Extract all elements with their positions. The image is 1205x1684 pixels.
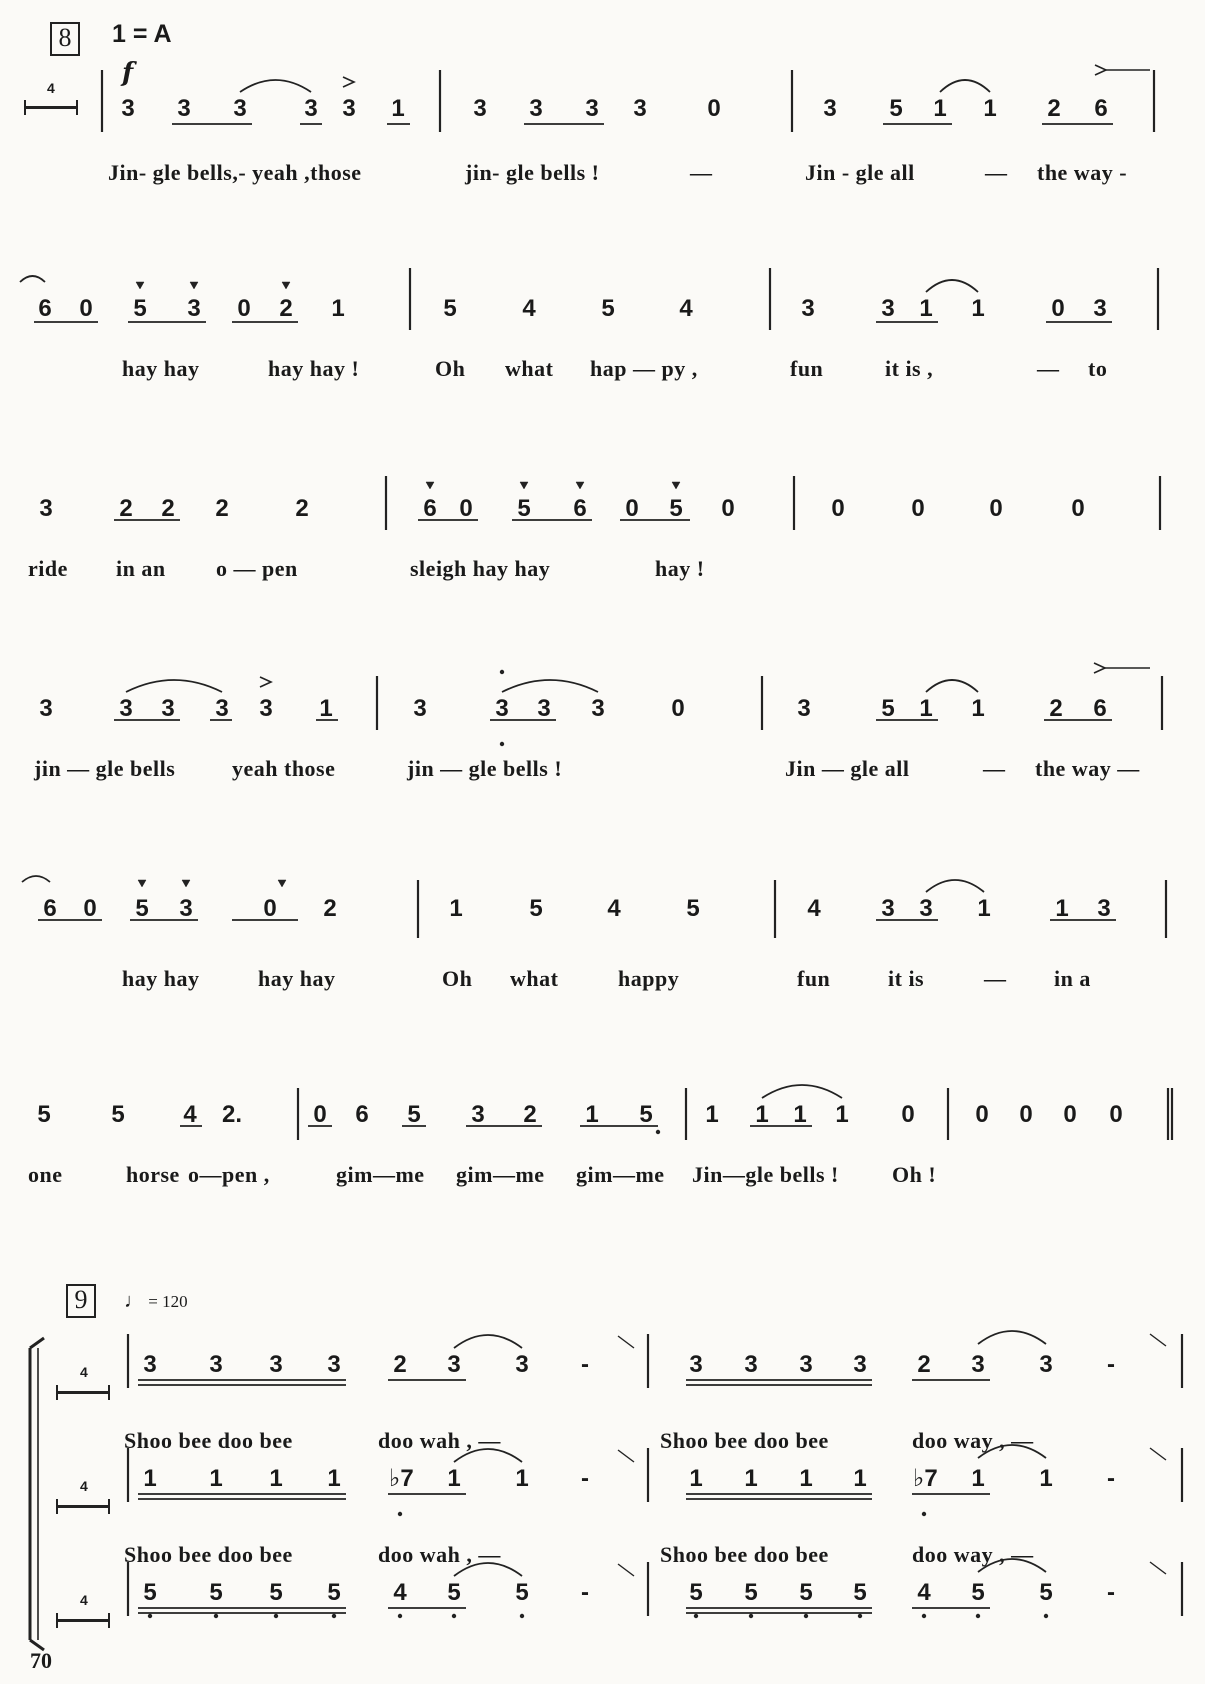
note: 0 (831, 495, 845, 522)
quarter-note-icon: ♩ (124, 1290, 144, 1312)
lyric-segment: fun (790, 356, 824, 381)
note: 1 (319, 695, 333, 722)
note: 3 (1093, 295, 1107, 322)
lyric-segment: the way - (1037, 160, 1128, 185)
note: 3 (881, 895, 895, 922)
note: 1 (327, 1465, 341, 1492)
note: 6 (1094, 95, 1108, 122)
slur (502, 680, 598, 692)
note: 1 (744, 1465, 758, 1492)
staccato-mark (138, 880, 146, 887)
note: 3 (537, 695, 551, 722)
lyric-segment: happy (618, 966, 680, 991)
note: 5 (1039, 1579, 1053, 1606)
note: 6 (423, 495, 437, 522)
note: 3 (413, 695, 427, 722)
lyric-segment: fun (797, 966, 831, 991)
note: 0 (625, 495, 639, 522)
octave-dot (398, 1512, 402, 1516)
note: 4 (522, 295, 536, 322)
note: 3 (823, 95, 837, 122)
note: 2 (279, 295, 293, 322)
note: 4 (183, 1101, 197, 1128)
lyric-segment: to (1088, 356, 1108, 381)
note: 5 (853, 1579, 867, 1606)
note: 4 (393, 1579, 407, 1606)
lyric-segment: Oh (442, 966, 473, 991)
staccato-mark (182, 880, 190, 887)
lyric-segment: hay ! (655, 556, 705, 581)
time-signature-line (56, 1391, 110, 1394)
note: 3 (259, 695, 273, 722)
note: 2 (393, 1351, 407, 1378)
note: 3 (39, 695, 53, 722)
note: 0 (1071, 495, 1085, 522)
note: 2 (523, 1101, 537, 1128)
note: 2 (323, 895, 337, 922)
note: 1 (919, 295, 933, 322)
note: 3 (177, 95, 191, 122)
note: 1 (977, 895, 991, 922)
note: 0 (83, 895, 97, 922)
note: 2 (917, 1351, 931, 1378)
slur (126, 680, 222, 692)
time-signature-9a: 4 (80, 1364, 88, 1380)
lyric-segment: Jin - gle all (805, 160, 915, 185)
note: - (581, 1351, 589, 1378)
note: 5 (639, 1101, 653, 1128)
note: 2. (221, 1101, 242, 1128)
time-signature-9c: 4 (80, 1592, 88, 1608)
staccato-mark (520, 482, 528, 489)
lyric-segment: — (690, 160, 713, 185)
octave-dot (274, 1614, 278, 1618)
note: 5 (407, 1101, 421, 1128)
note: 0 (313, 1101, 327, 1128)
note: 3 (187, 295, 201, 322)
note: 3 (233, 95, 247, 122)
note: 0 (671, 695, 685, 722)
lyric-segment: gim—me (576, 1162, 665, 1187)
note: 5 (686, 895, 700, 922)
note: 3 (209, 1351, 223, 1378)
note: 5 (971, 1579, 985, 1606)
note: 3 (121, 95, 135, 122)
lyric-segment: in a (1054, 966, 1091, 991)
tempo-value: = 120 (148, 1292, 188, 1311)
lyric-segment: what (505, 356, 554, 381)
note: 3 (744, 1351, 758, 1378)
octave-dot (922, 1512, 926, 1516)
note: 3 (1039, 1351, 1053, 1378)
note: 4 (607, 895, 621, 922)
note: 5 (515, 1579, 529, 1606)
note: 5 (744, 1579, 758, 1606)
lyric-segment: doo way , — (912, 1428, 1034, 1453)
lyric-segment: — (1037, 356, 1060, 381)
note: 3 (447, 1351, 461, 1378)
slur (978, 1331, 1046, 1344)
lyric-segment: Shoo bee doo bee (660, 1428, 829, 1453)
time-signature-line (56, 1505, 110, 1508)
note: 0 (1051, 295, 1065, 322)
note: 5 (799, 1579, 813, 1606)
lyric-segment: hay hay (122, 966, 200, 991)
note: 5 (143, 1579, 157, 1606)
note: 1 (515, 1465, 529, 1492)
octave-dot (858, 1614, 862, 1618)
note: 5 (889, 95, 903, 122)
glissando-mark (618, 1564, 634, 1576)
slur (926, 680, 978, 692)
slur (926, 880, 984, 892)
note: 5 (881, 695, 895, 722)
slur (20, 276, 45, 282)
note: - (581, 1579, 589, 1606)
note: 3 (471, 1101, 485, 1128)
note: 6 (43, 895, 57, 922)
note: 1 (391, 95, 405, 122)
note: - (1107, 1579, 1115, 1606)
note: 1 (799, 1465, 813, 1492)
note: 6 (573, 495, 587, 522)
glissando-mark (618, 1450, 634, 1462)
lyric-segment: Shoo bee doo bee (124, 1428, 293, 1453)
note: 3 (515, 1351, 529, 1378)
lyric-segment: ride (28, 556, 68, 581)
note: 3 (342, 95, 356, 122)
note: 3 (801, 295, 815, 322)
dynamic-marking: f (122, 58, 134, 88)
note: 5 (529, 895, 543, 922)
note: 3 (495, 695, 509, 722)
staccato-mark (278, 880, 286, 887)
note: 2 (1047, 95, 1061, 122)
accent-mark (1094, 663, 1105, 673)
note: 4 (679, 295, 693, 322)
note: 1 (331, 295, 345, 322)
note: 1 (971, 295, 985, 322)
note: 1 (1039, 1465, 1053, 1492)
lyric-segment: hay hay (122, 356, 200, 381)
octave-dot (214, 1614, 218, 1618)
note: ♭7 (389, 1465, 414, 1492)
octave-dot (922, 1614, 926, 1618)
note: ♭7 (913, 1465, 938, 1492)
note: 3 (799, 1351, 813, 1378)
note: 3 (269, 1351, 283, 1378)
lyric-segment: horse (126, 1162, 180, 1187)
note: 1 (983, 95, 997, 122)
note: 3 (143, 1351, 157, 1378)
note: 4 (917, 1579, 931, 1606)
note: 5 (669, 495, 683, 522)
note: 3 (797, 695, 811, 722)
lyric-segment: Oh (435, 356, 466, 381)
note: 5 (133, 295, 147, 322)
slur (978, 1445, 1046, 1458)
note: 1 (971, 1465, 985, 1492)
octave-dot (520, 1614, 524, 1618)
octave-dot (804, 1614, 808, 1618)
octave-dot (500, 742, 504, 746)
lyric-segment: doo wah , — (378, 1428, 501, 1453)
note: 6 (1093, 695, 1107, 722)
note: 1 (755, 1101, 769, 1128)
lyric-segment: in an (116, 556, 166, 581)
lyric-segment: o — pen (216, 556, 298, 581)
note: 0 (707, 95, 721, 122)
note: 0 (79, 295, 93, 322)
note: 5 (517, 495, 531, 522)
staccato-mark (576, 482, 584, 489)
note: 5 (135, 895, 149, 922)
note: 3 (161, 695, 175, 722)
note: 5 (269, 1579, 283, 1606)
system-bracket (30, 1640, 44, 1650)
note: 3 (529, 95, 543, 122)
lyric-segment: hap — py , (590, 356, 698, 381)
lyric-segment: hay hay (258, 966, 336, 991)
lyric-segment: — (983, 756, 1006, 781)
key-signature: 1 = A (112, 20, 172, 48)
lyric-segment: — (984, 966, 1007, 991)
lyric-segment: gim—me (336, 1162, 425, 1187)
staccato-mark (672, 482, 680, 489)
lyric-segment: Oh ! (892, 1162, 937, 1187)
lyric-segment: yeah those (232, 756, 336, 781)
lyric-segment: gim—me (456, 1162, 545, 1187)
note: 6 (355, 1101, 369, 1128)
slur (454, 1335, 522, 1348)
lyric-segment: it is , (885, 356, 934, 381)
slur (454, 1563, 522, 1576)
note: 0 (911, 495, 925, 522)
rehearsal-mark-8: 8 (50, 22, 80, 56)
lyric-segment: Shoo bee doo bee (660, 1542, 829, 1567)
note: - (581, 1465, 589, 1492)
note: 3 (881, 295, 895, 322)
lyric-segment: it is (888, 966, 925, 991)
staccato-mark (282, 282, 290, 289)
lyric-segment: — (985, 160, 1008, 185)
time-signature-9b: 4 (80, 1478, 88, 1494)
accent-mark (343, 77, 354, 87)
note: 6 (38, 295, 52, 322)
staccato-mark (426, 482, 434, 489)
note: 1 (835, 1101, 849, 1128)
slur (454, 1449, 522, 1462)
slur (22, 876, 50, 882)
glissando-mark (1150, 1448, 1166, 1460)
lyric-segment: Shoo bee doo bee (124, 1542, 293, 1567)
rehearsal-mark-9: 9 (66, 1284, 96, 1318)
note: 1 (793, 1101, 807, 1128)
octave-dot (694, 1614, 698, 1618)
glissando-mark (1150, 1562, 1166, 1574)
note: 1 (1055, 895, 1069, 922)
note: 5 (37, 1101, 51, 1128)
slur (240, 80, 311, 92)
note: 1 (585, 1101, 599, 1128)
note: 0 (459, 495, 473, 522)
octave-dot (656, 1130, 660, 1134)
note: 1 (933, 95, 947, 122)
octave-dot (452, 1614, 456, 1618)
note: 3 (591, 695, 605, 722)
lyric-segment: Jin—gle bells ! (692, 1162, 839, 1187)
note: 5 (689, 1579, 703, 1606)
note: 3 (473, 95, 487, 122)
octave-dot (1044, 1614, 1048, 1618)
note: 0 (263, 895, 277, 922)
note: 2 (119, 495, 133, 522)
note: 5 (601, 295, 615, 322)
note: 3 (689, 1351, 703, 1378)
page-number: 70 (30, 1648, 52, 1673)
lyric-segment: what (510, 966, 559, 991)
lyric-segment: Jin- gle bells,- yeah ,those (108, 160, 362, 185)
note: 2 (295, 495, 309, 522)
note: 1 (209, 1465, 223, 1492)
note: - (1107, 1351, 1115, 1378)
note: 1 (447, 1465, 461, 1492)
slur (926, 280, 978, 292)
note: 3 (327, 1351, 341, 1378)
note: 1 (143, 1465, 157, 1492)
accent-mark (260, 677, 271, 687)
note: 3 (853, 1351, 867, 1378)
note: 5 (209, 1579, 223, 1606)
note: 2 (1049, 695, 1063, 722)
note: 0 (721, 495, 735, 522)
staccato-mark (190, 282, 198, 289)
lyric-segment: the way — (1035, 756, 1140, 781)
time-signature-8: 4 (47, 80, 55, 96)
note: 2 (161, 495, 175, 522)
note: 3 (633, 95, 647, 122)
note: 1 (689, 1465, 703, 1492)
octave-dot (500, 670, 504, 674)
note: 5 (443, 295, 457, 322)
note: 0 (989, 495, 1003, 522)
note: 1 (449, 895, 463, 922)
octave-dot (398, 1614, 402, 1618)
note: 3 (1097, 895, 1111, 922)
lyric-segment: doo way , — (912, 1542, 1034, 1567)
note: 2 (215, 495, 229, 522)
note: 3 (585, 95, 599, 122)
note: 5 (327, 1579, 341, 1606)
lyric-segment: jin — gle bells ! (407, 756, 563, 781)
time-signature-line (56, 1619, 110, 1622)
glissando-mark (618, 1336, 634, 1348)
note: 4 (807, 895, 821, 922)
note: 3 (39, 495, 53, 522)
lyric-segment: jin- gle bells ! (465, 160, 600, 185)
note: 1 (971, 695, 985, 722)
note: 3 (215, 695, 229, 722)
note: 0 (1109, 1101, 1123, 1128)
lyric-segment: jin — gle bells (34, 756, 176, 781)
glissando-mark (1150, 1334, 1166, 1346)
slur (940, 80, 990, 92)
note: 3 (179, 895, 193, 922)
note: 1 (705, 1101, 719, 1128)
lyric-segment: sleigh hay hay (410, 556, 551, 581)
note: 5 (447, 1579, 461, 1606)
lyric-segment: one (28, 1162, 63, 1187)
note: 1 (853, 1465, 867, 1492)
slur (978, 1559, 1046, 1572)
slur (762, 1085, 842, 1098)
note: 0 (237, 295, 251, 322)
note: 3 (119, 695, 133, 722)
note: 3 (971, 1351, 985, 1378)
note: 3 (304, 95, 318, 122)
note: 0 (975, 1101, 989, 1128)
note: 5 (111, 1101, 125, 1128)
octave-dot (332, 1614, 336, 1618)
octave-dot (749, 1614, 753, 1618)
system-bracket (30, 1338, 44, 1348)
note: 1 (919, 695, 933, 722)
note: 3 (919, 895, 933, 922)
note: 0 (1063, 1101, 1077, 1128)
staccato-mark (136, 282, 144, 289)
note: 0 (901, 1101, 915, 1128)
note: 0 (1019, 1101, 1033, 1128)
note: 1 (269, 1465, 283, 1492)
lyric-segment: hay hay ! (268, 356, 360, 381)
octave-dot (148, 1614, 152, 1618)
lyric-segment: doo wah , — (378, 1542, 501, 1567)
octave-dot (976, 1614, 980, 1618)
note: - (1107, 1465, 1115, 1492)
lyric-segment: o—pen , (188, 1162, 270, 1187)
lyric-segment: Jin — gle all (785, 756, 910, 781)
